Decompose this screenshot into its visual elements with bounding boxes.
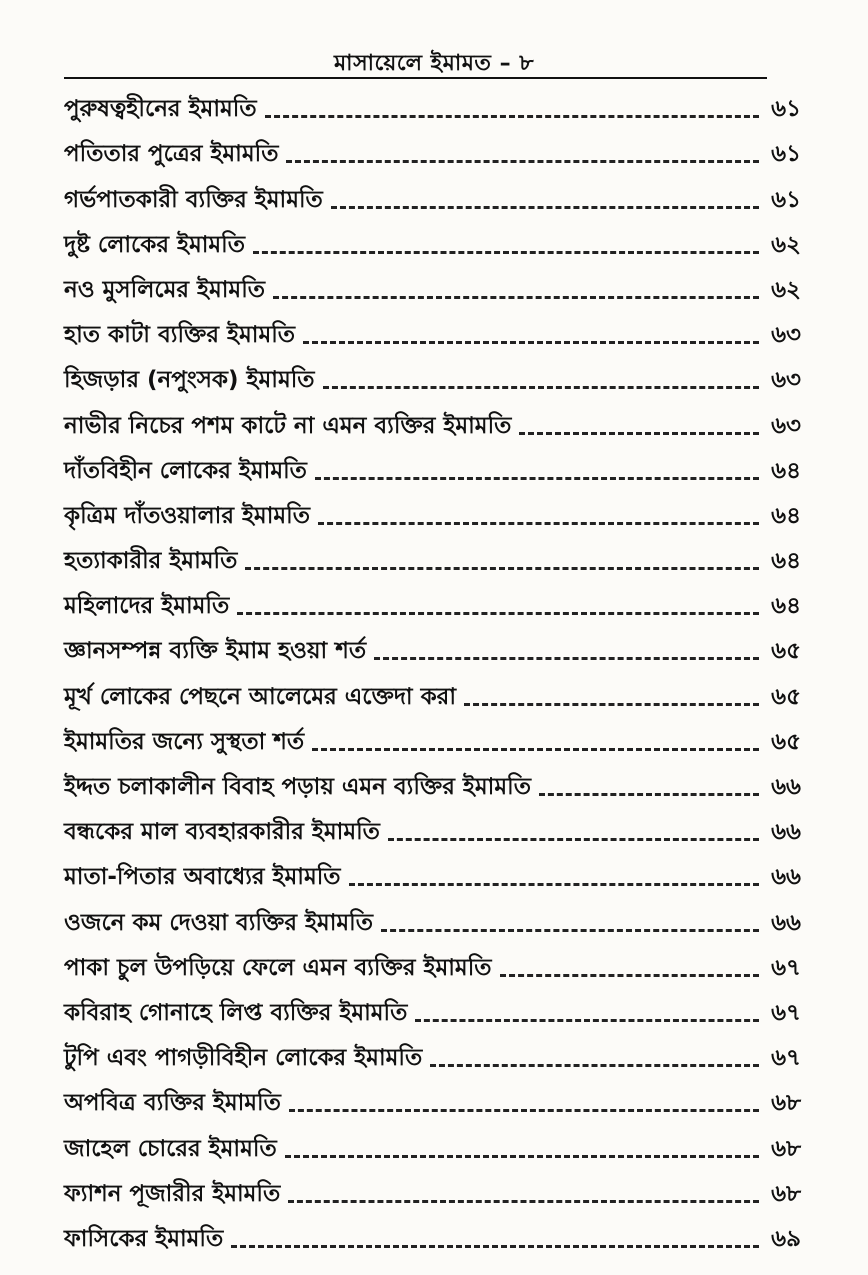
toc-entry (64, 355, 801, 400)
toc-entry-page-number: ৬২ (771, 276, 801, 303)
toc-entry-title: পাকা চুল উপড়িয়ে ফেলে এমন ব্যক্তির ইমামতি (64, 954, 492, 981)
dot-leader (349, 883, 759, 886)
toc-entry (64, 1033, 801, 1078)
toc-entry-title: হাত কাটা ব্যক্তির ইমামতি (64, 322, 296, 349)
dot-leader (331, 206, 759, 209)
toc-entry-title: ফ্যাশন পূজারীর ইমামতি (64, 1180, 281, 1207)
toc-entry-page-number: ৬৬ (771, 819, 801, 846)
toc-entry-page-number: ৬৮ (771, 1090, 801, 1117)
dot-leader (430, 1064, 759, 1067)
toc-entry (64, 129, 801, 174)
toc-entry (64, 943, 801, 988)
toc-entry-page-number: ৬৩ (771, 367, 801, 394)
toc-entry (64, 174, 801, 219)
toc-entry-title: ওজনে কম দেওয়া ব্যক্তির ইমামতি (64, 909, 373, 936)
toc-entry-title: মাতা-পিতার অবাধ্যের ইমামতি (64, 864, 341, 891)
dot-leader (323, 386, 759, 389)
toc-entry (64, 310, 801, 355)
toc-entry (64, 626, 801, 671)
toc-entry-page-number: ৬৮ (771, 1180, 801, 1207)
toc-entry-title: টুপি এবং পাগড়ীবিহীন লোকের ইমামতি (64, 1045, 423, 1072)
toc-entry-page-number: ৬৪ (771, 593, 801, 620)
dot-leader (286, 160, 759, 163)
table-of-contents (64, 84, 801, 1259)
dot-leader (312, 748, 759, 751)
toc-entry (64, 84, 801, 129)
toc-entry-page-number: ৬৫ (771, 683, 801, 710)
dot-leader (289, 1109, 759, 1112)
toc-entry-title: কবিরাহ গোনাহে লিপ্ত ব্যক্তির ইমামতি (64, 999, 408, 1026)
toc-entry-page-number: ৬৩ (771, 322, 801, 349)
toc-entry-title: গর্ভপাতকারী ব্যক্তির ইমামতি (64, 186, 323, 213)
toc-entry-page-number: ৬১ (771, 141, 801, 168)
toc-entry (64, 1169, 801, 1214)
toc-entry-title: মূর্খ লোকের পেছনে আলেমের এক্তেদা করা (64, 683, 457, 710)
toc-entry-title: পুরুষত্বহীনের ইমামতি (64, 96, 257, 123)
toc-entry-page-number: ৬৬ (771, 909, 801, 936)
toc-entry-page-number: ৬৭ (771, 1045, 801, 1072)
toc-entry (64, 581, 801, 626)
dot-leader (415, 1019, 759, 1022)
toc-entry (64, 807, 801, 852)
dot-leader (381, 929, 759, 932)
toc-entry-title: দুষ্ট লোকের ইমামতি (64, 231, 246, 258)
toc-entry-page-number: ৬৬ (771, 774, 801, 800)
toc-entry-title: অপবিত্র ব্যক্তির ইমামতি (64, 1090, 281, 1117)
toc-entry-title: নাভীর নিচের পশম কাটে না এমন ব্যক্তির ইমামতি (64, 412, 512, 439)
toc-entry-page-number: ৬৬ (771, 864, 801, 891)
dot-leader (500, 974, 759, 977)
toc-entry-title: ফাসিকের ইমামতি (64, 1225, 224, 1252)
toc-entry-title: হত্যাকারীর ইমামতি (64, 548, 238, 575)
dot-leader (374, 657, 759, 660)
toc-entry (64, 491, 801, 536)
toc-entry-page-number: ৬৪ (771, 548, 801, 575)
dot-leader (464, 703, 759, 706)
toc-entry-page-number: ৬৭ (771, 999, 801, 1026)
toc-entry-title: নও মুসলিমের ইমামতি (64, 276, 266, 303)
toc-entry-page-number: ৬৫ (771, 638, 801, 665)
page-header-title: মাসায়েলে ইমামত – ৮ (333, 51, 535, 76)
toc-entry-page-number: ৬৫ (771, 728, 801, 755)
toc-entry (64, 717, 801, 762)
toc-entry-page-number: ৬৭ (771, 954, 801, 981)
toc-entry-page-number: ৬১ (771, 96, 801, 123)
dot-leader (388, 838, 759, 841)
toc-entry (64, 1214, 801, 1259)
toc-entry (64, 400, 801, 445)
toc-entry (64, 536, 801, 581)
dot-leader (315, 477, 759, 480)
dot-leader (237, 612, 759, 615)
toc-entry-page-number: ৬৪ (771, 457, 801, 484)
dot-leader (265, 115, 759, 118)
toc-entry-page-number: ৬২ (771, 231, 801, 258)
toc-entry (64, 446, 801, 491)
toc-entry (64, 897, 801, 942)
toc-entry-title: দাঁতবিহীন লোকের ইমামতি (64, 457, 307, 484)
toc-entry-title: মহিলাদের ইমামতি (64, 593, 230, 620)
toc-entry (64, 988, 801, 1033)
toc-entry-page-number: ৬৮ (771, 1135, 801, 1162)
toc-entry (64, 1123, 801, 1168)
dot-leader (288, 1200, 759, 1203)
toc-entry-title: ইদ্দত চলাকালীন বিবাহ পড়ায় এমন ব্যক্তির ইমামতি (64, 774, 531, 800)
toc-entry (64, 762, 801, 807)
dot-leader (285, 1155, 759, 1158)
toc-entry (64, 220, 801, 265)
toc-entry-page-number: ৬৪ (771, 502, 801, 529)
toc-entry-title: জাহেল চোরের ইমামতি (64, 1135, 277, 1162)
dot-leader (253, 251, 759, 254)
dot-leader (539, 793, 759, 796)
toc-entry-page-number: ৬১ (771, 186, 801, 213)
toc-entry-title: ইমামতির জন্যে সুস্থতা শর্ত (64, 728, 305, 755)
toc-entry-title: কৃত্রিম দাঁতওয়ালার ইমামতি (64, 502, 310, 529)
dot-leader (318, 522, 759, 525)
toc-entry (64, 265, 801, 310)
toc-entry-page-number: ৬৯ (771, 1225, 801, 1252)
dot-leader (231, 1245, 759, 1248)
dot-leader (273, 296, 759, 299)
toc-entry (64, 852, 801, 897)
toc-entry (64, 1078, 801, 1123)
toc-entry (64, 671, 801, 716)
toc-entry-title: জ্ঞানসম্পন্ন ব্যক্তি ইমাম হওয়া শর্ত (64, 638, 367, 665)
header-rule (64, 77, 767, 79)
dot-leader (303, 341, 759, 344)
toc-entry-page-number: ৬৩ (771, 412, 801, 439)
toc-entry-title: পতিতার পুত্রের ইমামতি (64, 141, 279, 168)
dot-leader (519, 432, 759, 435)
toc-entry-title: হিজড়ার (নপুংসক) ইমামতি (64, 367, 315, 394)
toc-entry-title: বন্ধকের মাল ব্যবহারকারীর ইমামতি (64, 819, 380, 846)
dot-leader (245, 567, 759, 570)
